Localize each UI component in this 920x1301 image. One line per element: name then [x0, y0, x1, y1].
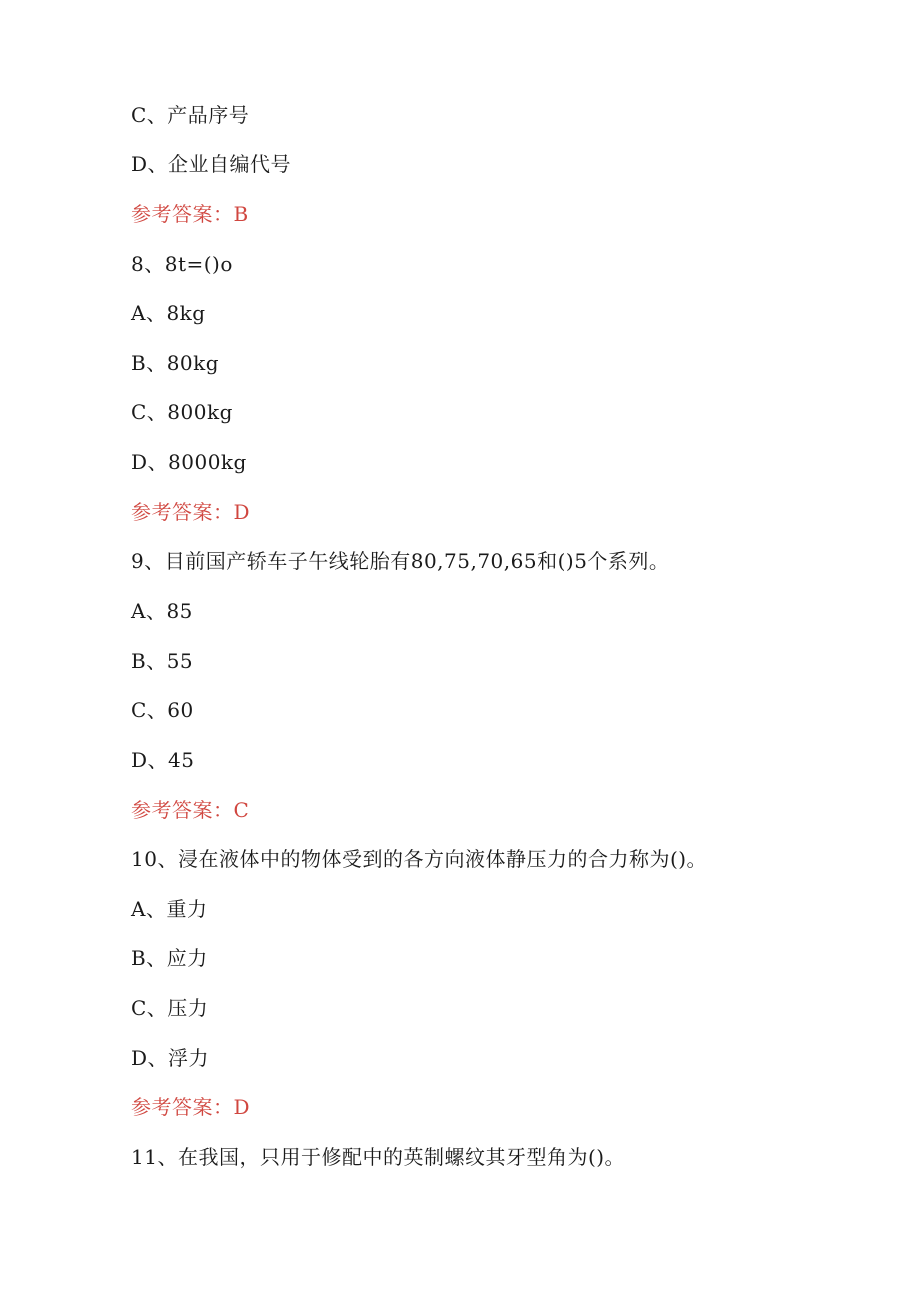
question-9-answer: 参考答案：C — [131, 798, 250, 822]
question-10-stem: 10、浸在液体中的物体受到的各方向液体静压力的合力称为()。 — [131, 847, 708, 871]
question-10-option-c: C、压力 — [131, 996, 209, 1020]
question-11-stem: 11、在我国，只用于修配中的英制螺纹其牙型角为()。 — [131, 1145, 626, 1169]
question-9-stem: 9、目前国产轿车子午线轮胎有80,75,70,65和()5个系列。 — [131, 549, 670, 573]
question-10-answer: 参考答案：D — [131, 1095, 251, 1119]
question-8-option-d: D、8000kg — [131, 450, 247, 474]
question-10-option-a: A、重力 — [131, 897, 208, 921]
question-10-option-b: B、应力 — [131, 946, 208, 970]
question-8-answer: 参考答案：D — [131, 500, 251, 524]
question-9-option-b: B、55 — [131, 649, 194, 673]
question-9-option-a: A、85 — [131, 599, 193, 623]
prev-option-d: D、企业自编代号 — [131, 152, 292, 176]
question-8-option-a: A、8kg — [131, 301, 206, 325]
prev-option-c: C、产品序号 — [131, 103, 250, 127]
question-8-stem: 8、8t=()o — [131, 252, 233, 276]
question-9-option-c: C、60 — [131, 698, 194, 722]
question-8-option-b: B、80kg — [131, 351, 220, 375]
question-9-option-d: D、45 — [131, 748, 195, 772]
prev-answer: 参考答案：B — [131, 202, 249, 226]
question-10-option-d: D、浮力 — [131, 1046, 210, 1070]
question-8-option-c: C、800kg — [131, 400, 233, 424]
